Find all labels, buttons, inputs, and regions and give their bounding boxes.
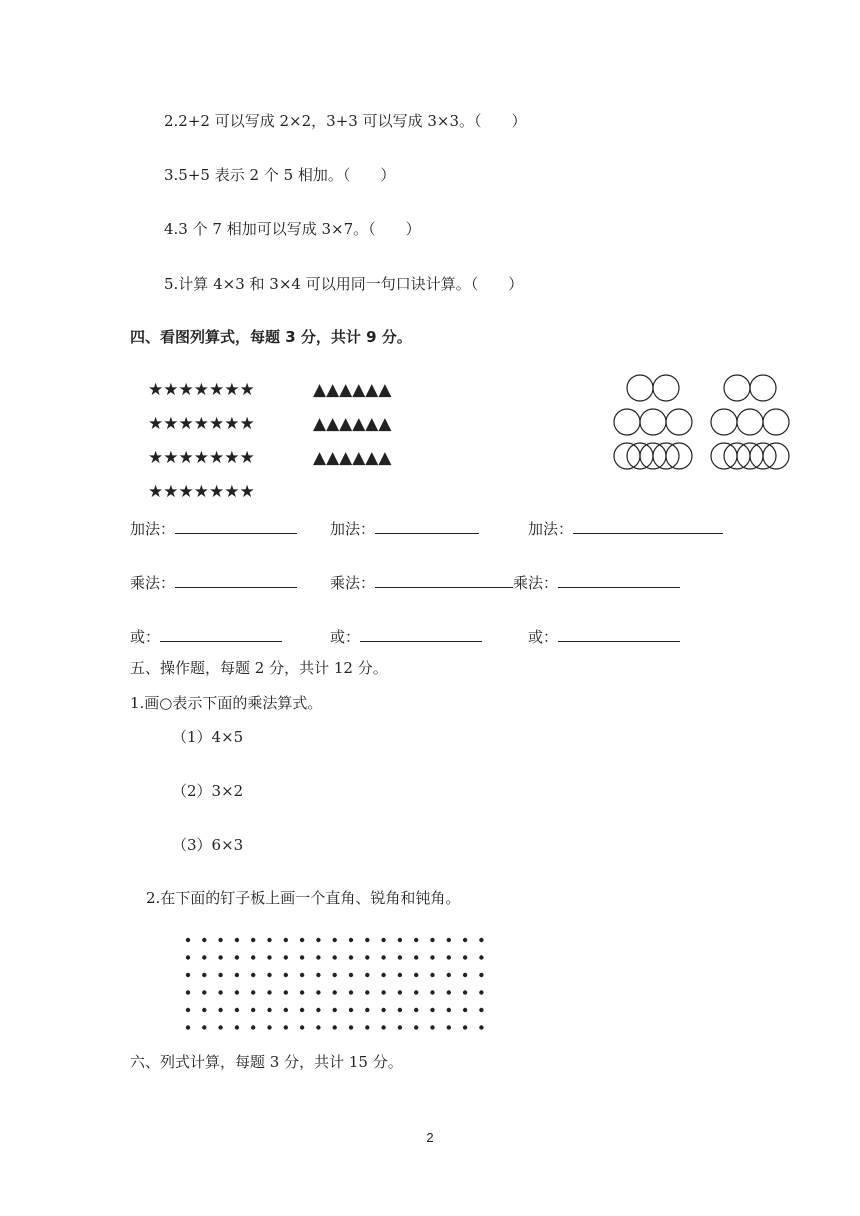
- section-5-q1: 1.画○表示下面的乘法算式。: [130, 694, 323, 712]
- peg-dot: [414, 938, 418, 942]
- peg-dot: [300, 1008, 304, 1012]
- section-5-q1-item-2: （2）3×2: [172, 782, 244, 800]
- peg-dot: [186, 973, 190, 977]
- peg-dot: [430, 1025, 434, 1029]
- peg-dot: [414, 1025, 418, 1029]
- peg-dot: [333, 1025, 337, 1029]
- peg-dot: [398, 1008, 402, 1012]
- page-number: 2: [426, 1130, 434, 1145]
- peg-dot: [398, 1025, 402, 1029]
- answer-blank[interactable]: [573, 517, 723, 534]
- peg-dot: [316, 955, 320, 959]
- triangle-row-2: ▲▲▲▲▲▲: [313, 414, 392, 434]
- peg-dot: [316, 1008, 320, 1012]
- peg-dot: [414, 1008, 418, 1012]
- peg-dot: [447, 955, 451, 959]
- section-5-q1-item-3: （3）6×3: [172, 836, 244, 854]
- peg-dot: [463, 990, 467, 994]
- section-6-title: 六、列式计算，每题 3 分，共计 15 分。: [130, 1053, 403, 1071]
- peg-dot: [463, 1025, 467, 1029]
- pegboard[interactable]: [180, 934, 490, 1034]
- peg-dot: [479, 973, 483, 977]
- answer-or-1: 或：: [130, 625, 282, 647]
- peg-dot: [251, 938, 255, 942]
- peg-dot: [316, 990, 320, 994]
- peg-dot: [463, 973, 467, 977]
- peg-dot: [267, 955, 271, 959]
- peg-dot: [267, 990, 271, 994]
- peg-dot: [430, 990, 434, 994]
- peg-dot: [430, 973, 434, 977]
- judgement-item-2: 2.2+2 可以写成 2×2，3+3 可以写成 3×3。（ ）: [164, 112, 527, 130]
- peg-dot: [267, 973, 271, 977]
- section-5-q1-item-1: （1）4×5: [172, 728, 244, 746]
- peg-dot: [414, 973, 418, 977]
- peg-dot: [365, 1008, 369, 1012]
- peg-dot: [202, 973, 206, 977]
- peg-dot: [381, 1025, 385, 1029]
- peg-dot: [365, 938, 369, 942]
- peg-dot: [333, 1008, 337, 1012]
- peg-dot: [349, 938, 353, 942]
- answer-blank[interactable]: [375, 517, 479, 534]
- peg-dot: [398, 938, 402, 942]
- peg-dot: [218, 973, 222, 977]
- peg-dot: [267, 1008, 271, 1012]
- peg-dot: [349, 990, 353, 994]
- star-row-3: ★★★★★★★: [148, 448, 255, 468]
- peg-dot: [186, 955, 190, 959]
- peg-dot: [218, 938, 222, 942]
- peg-dot: [349, 1025, 353, 1029]
- peg-dot: [447, 1025, 451, 1029]
- peg-dot: [349, 955, 353, 959]
- triangle-row-1: ▲▲▲▲▲▲: [313, 380, 392, 400]
- peg-dot: [186, 990, 190, 994]
- answer-mul-1: 乘法：: [130, 571, 297, 593]
- circle-group-right: [707, 372, 797, 472]
- peg-dot: [447, 938, 451, 942]
- section-5-q2: 2.在下面的钉子板上画一个直角、锐角和钝角。: [146, 889, 461, 907]
- peg-dot: [381, 955, 385, 959]
- peg-dot: [235, 955, 239, 959]
- peg-dot: [202, 1025, 206, 1029]
- peg-dot: [479, 1008, 483, 1012]
- peg-dot: [333, 973, 337, 977]
- star-row-1: ★★★★★★★: [148, 380, 255, 400]
- peg-dot: [414, 955, 418, 959]
- answer-mul-2: 乘法： 乘法：: [330, 571, 680, 593]
- peg-dot: [218, 1008, 222, 1012]
- peg-dot: [430, 955, 434, 959]
- judgement-item-4: 4.3 个 7 相加可以写成 3×7。（ ）: [164, 220, 421, 238]
- peg-dot: [202, 990, 206, 994]
- peg-dot: [365, 973, 369, 977]
- peg-dot: [300, 955, 304, 959]
- peg-dot: [251, 990, 255, 994]
- triangle-row-3: ▲▲▲▲▲▲: [313, 448, 392, 468]
- peg-dot: [381, 990, 385, 994]
- peg-dot: [316, 938, 320, 942]
- peg-dot: [463, 1008, 467, 1012]
- answer-blank[interactable]: [558, 625, 680, 642]
- answer-blank[interactable]: [360, 625, 482, 642]
- peg-dot: [447, 973, 451, 977]
- peg-dot: [218, 955, 222, 959]
- peg-dot: [430, 938, 434, 942]
- judgement-item-3: 3.5+5 表示 2 个 5 相加。（ ）: [164, 166, 396, 184]
- peg-dot: [284, 1025, 288, 1029]
- peg-dot: [463, 938, 467, 942]
- peg-dot: [267, 938, 271, 942]
- peg-dot: [381, 1008, 385, 1012]
- peg-dot: [267, 1025, 271, 1029]
- answer-or-2: 或：: [330, 625, 482, 647]
- peg-dot: [398, 990, 402, 994]
- peg-dot: [186, 1008, 190, 1012]
- peg-dot: [300, 1025, 304, 1029]
- star-row-4: ★★★★★★★: [148, 482, 255, 502]
- answer-blank[interactable]: [375, 571, 513, 588]
- peg-dot: [251, 973, 255, 977]
- peg-dot: [414, 990, 418, 994]
- peg-dot: [479, 1025, 483, 1029]
- peg-dot: [447, 990, 451, 994]
- peg-dot: [316, 1025, 320, 1029]
- peg-dot: [365, 1025, 369, 1029]
- peg-dot: [300, 973, 304, 977]
- peg-dot: [202, 1008, 206, 1012]
- answer-blank[interactable]: [175, 517, 297, 534]
- peg-dot: [284, 990, 288, 994]
- section-5-title: 五、操作题，每题 2 分，共计 12 分。: [130, 659, 388, 677]
- peg-dot: [235, 1025, 239, 1029]
- peg-dot: [463, 955, 467, 959]
- answer-add-2: 加法：: [330, 517, 479, 539]
- peg-dot: [218, 990, 222, 994]
- peg-dot: [186, 938, 190, 942]
- answer-blank[interactable]: [175, 571, 297, 588]
- peg-dot: [235, 1008, 239, 1012]
- peg-dot: [430, 1008, 434, 1012]
- peg-dot: [251, 1008, 255, 1012]
- peg-dot: [333, 990, 337, 994]
- answer-add-1: 加法：: [130, 517, 297, 539]
- peg-dot: [186, 1025, 190, 1029]
- peg-dot: [479, 938, 483, 942]
- peg-dot: [447, 1008, 451, 1012]
- judgement-item-5: 5.计算 4×3 和 3×4 可以用同一句口诀计算。（ ）: [164, 275, 524, 293]
- circle-group-left: [610, 372, 700, 472]
- peg-dot: [300, 990, 304, 994]
- peg-dot: [235, 938, 239, 942]
- peg-dot: [365, 990, 369, 994]
- peg-dot: [251, 955, 255, 959]
- peg-dot: [479, 990, 483, 994]
- peg-dot: [235, 990, 239, 994]
- answer-blank[interactable]: [160, 625, 282, 642]
- peg-dot: [398, 955, 402, 959]
- peg-dot: [202, 955, 206, 959]
- peg-dot: [333, 938, 337, 942]
- peg-dot: [284, 955, 288, 959]
- answer-add-3: 加法：: [528, 517, 723, 539]
- peg-dot: [284, 973, 288, 977]
- peg-dot: [218, 1025, 222, 1029]
- peg-dot: [349, 1008, 353, 1012]
- peg-dot: [251, 1025, 255, 1029]
- peg-dot: [365, 955, 369, 959]
- peg-dot: [333, 955, 337, 959]
- section-4-title: 四、看图列算式，每题 3 分，共计 9 分。: [130, 328, 412, 346]
- peg-dot: [300, 938, 304, 942]
- peg-dot: [235, 973, 239, 977]
- peg-dot: [398, 973, 402, 977]
- peg-dot: [316, 973, 320, 977]
- answer-blank[interactable]: [558, 571, 680, 588]
- peg-dot: [202, 938, 206, 942]
- peg-dot: [381, 938, 385, 942]
- peg-dot: [349, 973, 353, 977]
- peg-dot: [284, 938, 288, 942]
- peg-dot: [479, 955, 483, 959]
- star-row-2: ★★★★★★★: [148, 414, 255, 434]
- peg-dot: [381, 973, 385, 977]
- answer-or-3: 或：: [528, 625, 680, 647]
- peg-dot: [284, 1008, 288, 1012]
